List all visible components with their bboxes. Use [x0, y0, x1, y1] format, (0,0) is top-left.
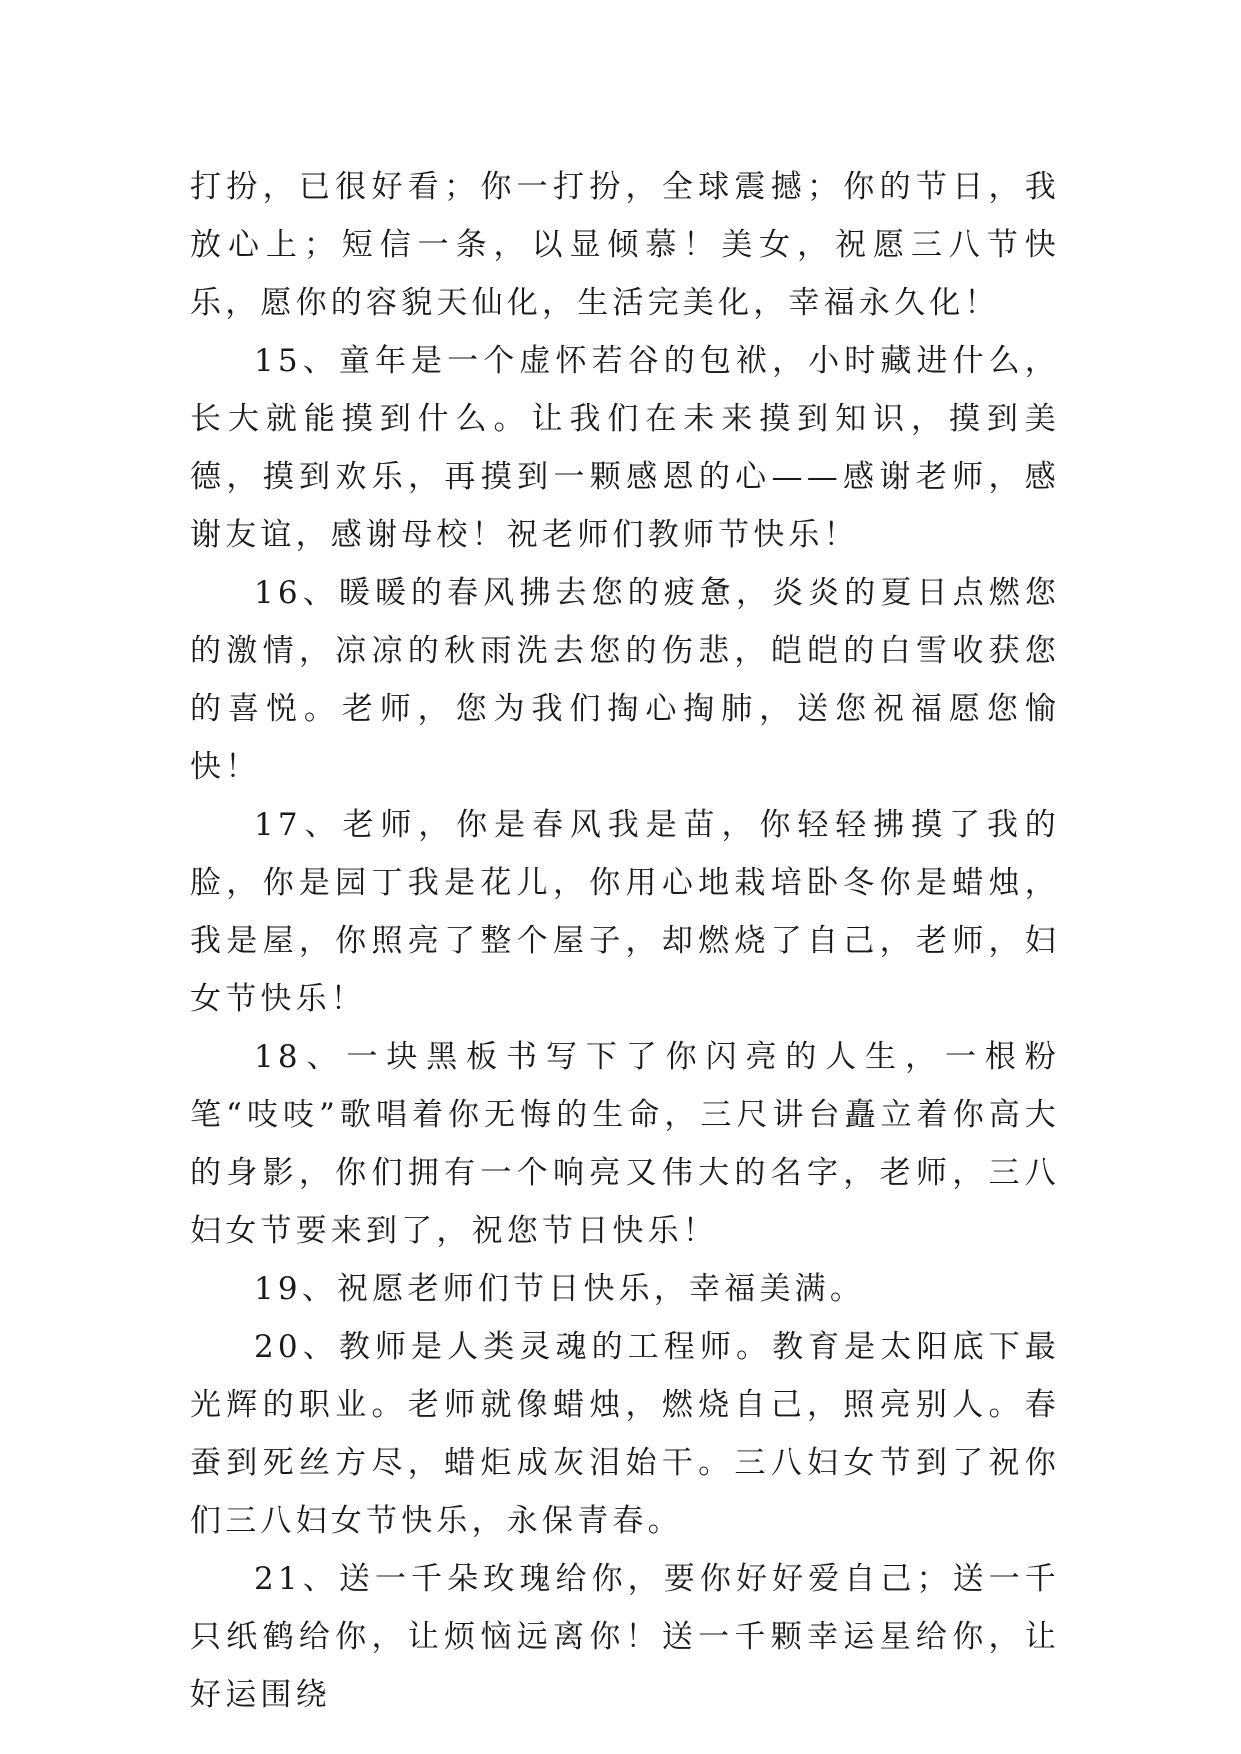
paragraph-17: 17、老师，你是春风我是苗，你轻轻拂摸了我的脸，你是园丁我是花儿，你用心地栽培卧冬你是蜡烛，我是屋，你照亮了整个屋子，却燃烧了自己，老师，妇女节快乐！ — [190, 807, 1060, 1017]
document-body — [190, 158, 1060, 1724]
paragraph-20: 20、教师是人类灵魂的工程师。教育是太阳底下最光辉的职业。老师就像蜡烛，燃烧自己，照亮别人。春蚕到死丝方尽，蜡炬成灰泪始干。三八妇女节到了祝你们三八妇女节快乐，永保青春。 — [190, 1329, 1060, 1539]
paragraph-18: 18、一块黑板书写下了你闪亮的人生，一根粉笔“吱吱”歌唱着你无悔的生命，三尺讲台矗立着你高大的身影，你们拥有一个响亮又伟大的名字，老师，三八妇女节要来到了，祝您节日快乐！ — [190, 1039, 1060, 1249]
paragraph-15: 15、童年是一个虚怀若谷的包袱，小时藏进什么，长大就能摸到什么。让我们在未来摸到知识，摸到美德，摸到欢乐，再摸到一颗感恩的心——感谢老师，感谢友谊，感谢母校！祝老师们教师节快乐！ — [190, 343, 1060, 553]
paragraph-16: 16、暖暖的春风拂去您的疲惫，炎炎的夏日点燃您的激情，凉凉的秋雨洗去您的伤悲，皑皑的白雪收获您的喜悦。老师，您为我们掏心掏肺，送您祝福愿您愉快！ — [190, 575, 1060, 785]
paragraph-21: 21、送一千朵玫瑰给你，要你好好爱自己；送一千只纸鹤给你，让烦恼远离你！送一千颗幸运星给你，让好运围绕 — [190, 1561, 1060, 1713]
paragraph-continued: 打扮，已很好看；你一打扮，全球震撼；你的节日，我放心上；短信一条，以显倾慕！美女，祝愿三八节快乐，愿你的容貌天仙化，生活完美化，幸福永久化！ — [190, 169, 1060, 321]
paragraph-19: 19、祝愿老师们节日快乐，幸福美满。 — [254, 1271, 866, 1307]
